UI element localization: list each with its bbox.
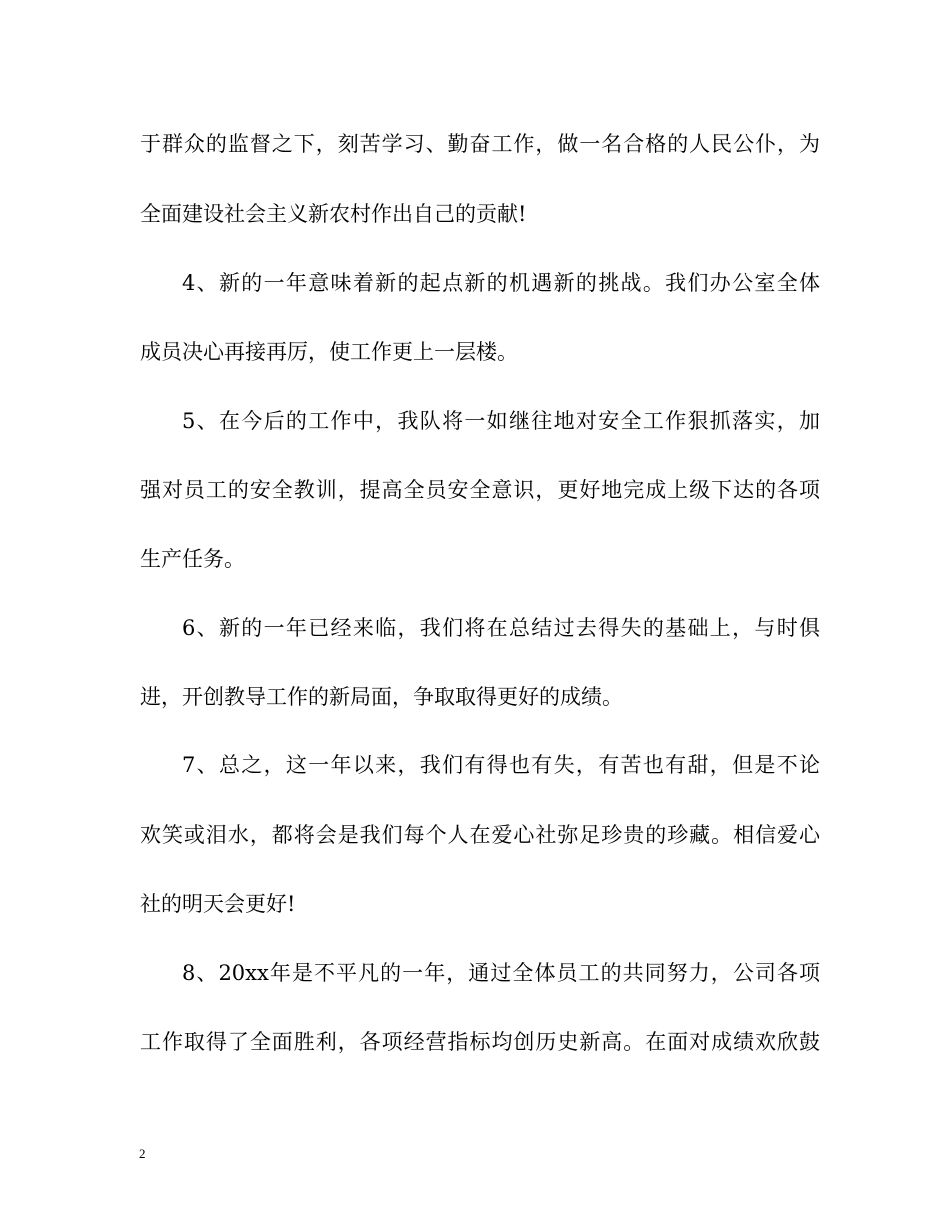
text-line-1: 于群众的监督之下，刻苦学习、勤奋工作，做一名合格的人民公仆，为: [140, 132, 820, 156]
page-number: 2: [139, 1146, 146, 1161]
text-line-14: 工作取得了全面胜利，各项经营指标均创历史新高。在面对成绩欢欣鼓: [140, 1030, 820, 1054]
text-line-8: 6、新的一年已经来临，我们将在总结过去得失的基础上，与时俱: [182, 616, 820, 640]
text-line-2: 全面建设社会主义新农村作出自己的贡献!: [140, 202, 527, 226]
text-line-4: 成员决心再接再厉，使工作更上一层楼。: [140, 340, 518, 364]
text-line-3: 4、新的一年意味着新的起点新的机遇新的挑战。我们办公室全体: [182, 271, 820, 295]
text-line-10: 7、总之，这一年以来，我们有得也有失，有苦也有甜，但是不论: [182, 753, 820, 777]
text-line-12: 社的明天会更好!: [140, 892, 296, 916]
text-line-9: 进，开创教导工作的新局面，争取取得更好的成绩。: [140, 685, 623, 709]
text-line-5: 5、在今后的工作中，我队将一如继往地对安全工作狠抓落实，加: [182, 409, 820, 433]
text-line-6: 强对员工的安全教训，提高全员安全意识，更好地完成上级下达的各项: [140, 478, 820, 502]
text-line-13: 8、20xx年是不平凡的一年，通过全体员工的共同努力，公司各项: [182, 961, 820, 985]
text-line-7: 生产任务。: [140, 547, 245, 571]
text-line-11: 欢笑或泪水，都将会是我们每个人在爱心社弥足珍贵的珍藏。相信爱心: [140, 823, 820, 847]
